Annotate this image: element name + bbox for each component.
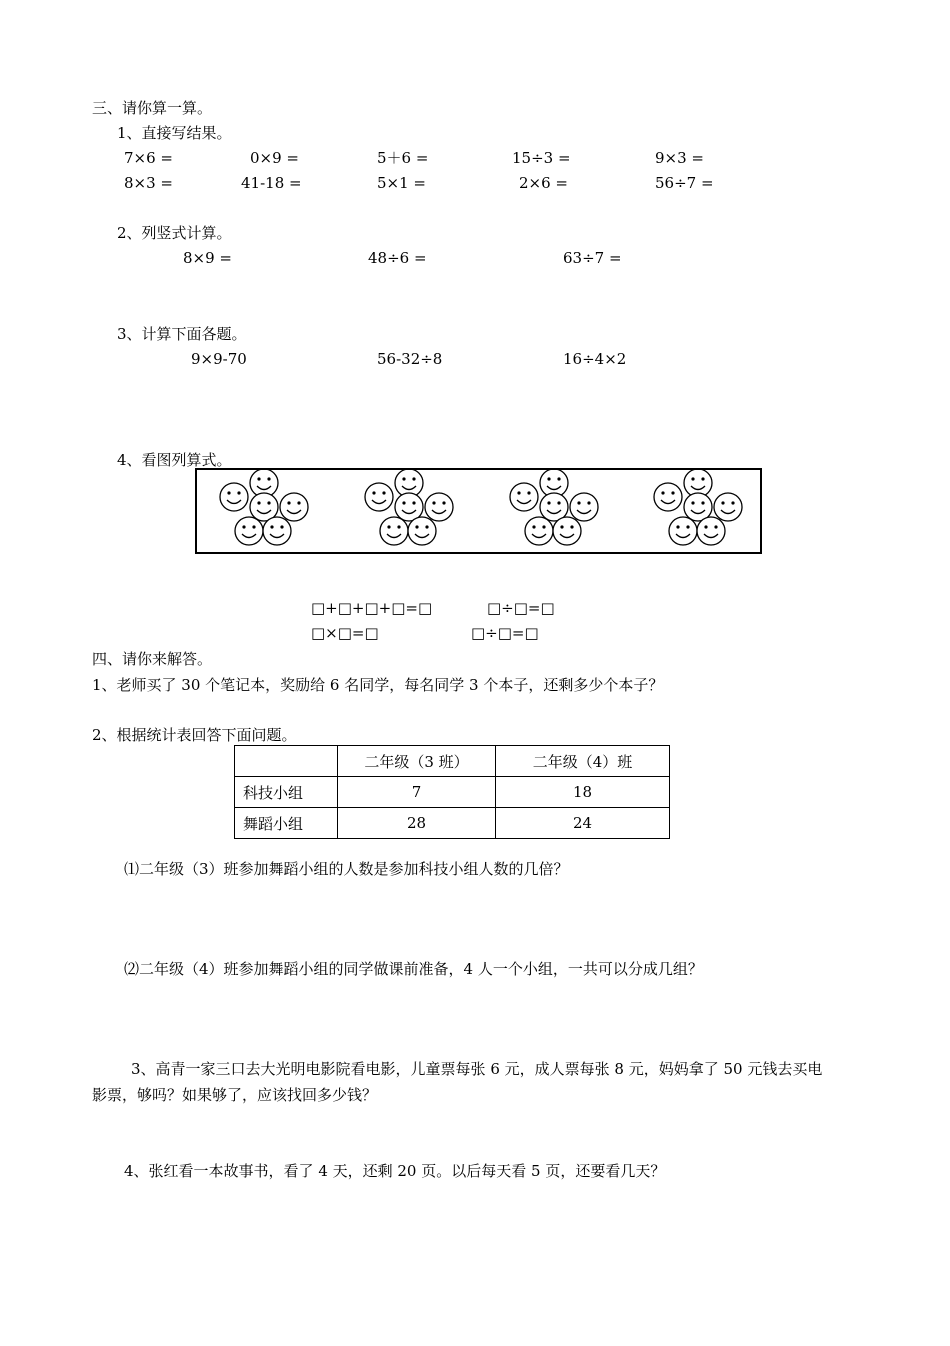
word-problem-3-line2: 影票，够吗？如果够了，应该找回多少钱？ bbox=[92, 1086, 378, 1104]
formula-division: □÷□=□ bbox=[487, 599, 555, 617]
vertical-calc-item: 63÷7 = bbox=[563, 249, 622, 267]
smiley-face-icon bbox=[280, 493, 308, 521]
expression-item: 16÷4×2 bbox=[563, 350, 627, 368]
table-header: 二年级（3 班） bbox=[338, 746, 496, 777]
sub-question-1: ⑴二年级（3）班参加舞蹈小组的人数是参加科技小组人数的几倍？ bbox=[124, 860, 569, 878]
smiley-group bbox=[510, 470, 598, 545]
q1-title: 1、直接写结果。 bbox=[117, 124, 232, 142]
smiley-face-icon bbox=[220, 483, 248, 511]
calc-item: 0×9 = bbox=[250, 149, 299, 167]
calc-item: 5＋6 = bbox=[377, 149, 429, 167]
smiley-face-icon bbox=[235, 517, 263, 545]
q4-title: 4、看图列算式。 bbox=[117, 451, 232, 469]
smiley-face-icon bbox=[669, 517, 697, 545]
word-problem-4: 4、张红看一本故事书，看了 4 天，还剩 20 页。以后每天看 5 页，还要看几天？ bbox=[124, 1162, 666, 1180]
table-cell: 28 bbox=[338, 808, 496, 839]
calc-item: 9×3 = bbox=[655, 149, 704, 167]
table-header: 二年级（4）班 bbox=[496, 746, 670, 777]
smiley-picture-box bbox=[195, 468, 762, 554]
table-cell: 24 bbox=[496, 808, 670, 839]
smiley-face-icon bbox=[525, 517, 553, 545]
smiley-face-icon bbox=[714, 493, 742, 521]
calc-item: 7×6 = bbox=[124, 149, 173, 167]
smiley-groups bbox=[197, 470, 760, 552]
smiley-face-icon bbox=[408, 517, 436, 545]
table-cell: 18 bbox=[496, 777, 670, 808]
smiley-face-icon bbox=[654, 483, 682, 511]
table-row bbox=[235, 777, 670, 808]
smiley-face-icon bbox=[425, 493, 453, 521]
smiley-face-icon bbox=[380, 517, 408, 545]
vertical-calc-item: 8×9 = bbox=[183, 249, 232, 267]
smiley-group bbox=[654, 470, 742, 545]
calc-item: 2×6 = bbox=[519, 174, 568, 192]
smiley-group bbox=[220, 470, 308, 545]
table-row-label: 舞蹈小组 bbox=[235, 808, 338, 839]
smiley-group bbox=[365, 470, 453, 545]
smiley-face-icon bbox=[510, 483, 538, 511]
q3-title: 3、计算下面各题。 bbox=[117, 325, 247, 343]
word-problem-2-title: 2、根据统计表回答下面问题。 bbox=[92, 726, 297, 744]
formula-multiplication: □×□=□ bbox=[311, 624, 379, 642]
calc-item: 15÷3 = bbox=[512, 149, 571, 167]
table-cell bbox=[235, 746, 338, 777]
smiley-face-icon bbox=[365, 483, 393, 511]
statistics-table bbox=[234, 745, 670, 839]
calc-item: 5×1 = bbox=[377, 174, 426, 192]
smiley-face-icon bbox=[263, 517, 291, 545]
word-problem-1: 1、老师买了 30 个笔记本，奖励给 6 名同学，每名同学 3 个本子，还剩多少个本子？ bbox=[92, 676, 664, 694]
expression-item: 9×9-70 bbox=[191, 350, 247, 368]
vertical-calc-item: 48÷6 = bbox=[368, 249, 427, 267]
smiley-face-icon bbox=[570, 493, 598, 521]
formula-division: □÷□=□ bbox=[471, 624, 539, 642]
section3-title: 三、请你算一算。 bbox=[92, 99, 213, 117]
calc-item: 56÷7 = bbox=[655, 174, 714, 192]
calc-item: 8×3 = bbox=[124, 174, 173, 192]
table-row-label: 科技小组 bbox=[235, 777, 338, 808]
calc-item: 41-18 = bbox=[241, 174, 302, 192]
word-problem-3-line1: 3、高青一家三口去大光明电影院看电影，儿童票每张 6 元，成人票每张 8 元，妈妈拿了 50 元钱去买电 bbox=[131, 1060, 823, 1078]
smiley-face-icon bbox=[553, 517, 581, 545]
smiley-face-icon bbox=[697, 517, 725, 545]
formula-addition: □+□+□+□=□ bbox=[311, 599, 433, 617]
sub-question-2: ⑵二年级（4）班参加舞蹈小组的同学做课前准备，4 人一个小组，一共可以分成几组？ bbox=[124, 960, 703, 978]
q2-title: 2、列竖式计算。 bbox=[117, 224, 232, 242]
expression-item: 56-32÷8 bbox=[377, 350, 443, 368]
table-cell: 7 bbox=[338, 777, 496, 808]
table-header-row bbox=[235, 746, 670, 777]
section4-title: 四、请你来解答。 bbox=[92, 650, 213, 668]
table-row bbox=[235, 808, 670, 839]
